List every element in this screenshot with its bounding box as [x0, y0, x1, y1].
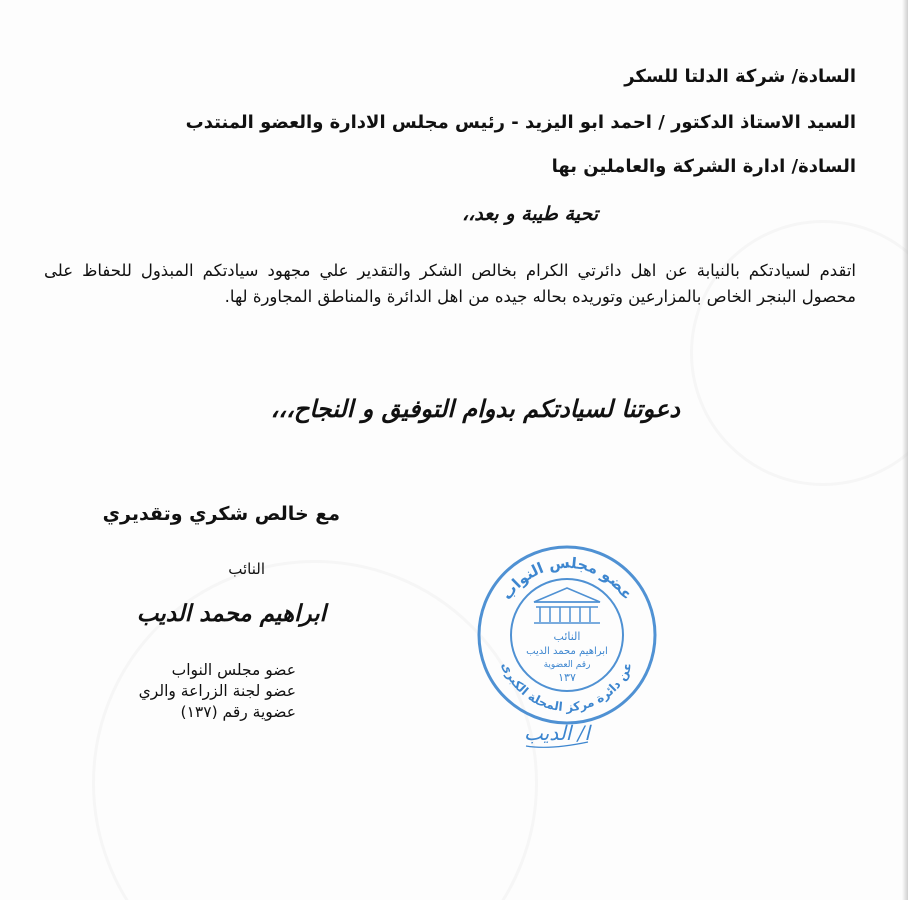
greeting: تحية طيبة و بعد،،	[462, 203, 598, 225]
sender-credentials	[139, 660, 296, 723]
credential-line: عضو مجلس النواب	[171, 661, 296, 679]
official-stamp	[472, 540, 662, 730]
stamp-inner-line: النائب	[553, 630, 581, 643]
addressee-line-2: السيد الاستاذ الدكتور / احمد ابو اليزيد - رئيس مجلس الادارة والعضو المنتدب	[185, 112, 856, 133]
stamp-inner-line: ١٣٧	[558, 671, 576, 684]
credential-line: عضو لجنة الزراعة والري	[138, 681, 296, 700]
letter-body: اتقدم لسيادتكم بالنيابة عن اهل دائرتي الكرام بخالص الشكر والتقدير علي مجهود سيادتكم المبذول للحفاظ على محصول البنجر الخاص بالمزارعين وتوريده بحاله جيده من اهل الدائرة والمناطق المجاورة لها.	[44, 261, 856, 307]
stamp-inner-line: رقم العضوية	[543, 660, 591, 670]
stamp-inner-line: ابراهيم محمد الديب	[526, 646, 608, 657]
stamp-signature	[520, 712, 594, 752]
sender-signature-name: ابراهيم محمد الديب	[136, 600, 326, 627]
stamp-outer-bottom: عن دائرة مركز المحلة الكبرى	[498, 660, 636, 715]
credential-line: عضوية رقم (١٣٧)	[180, 702, 296, 721]
closing-wish: دعوتنا لسيادتكم بدوام التوفيق و النجاح،،،	[270, 394, 680, 423]
svg-text:ا/ الديب: ا/ الديب	[523, 721, 591, 745]
stamp-outer-top: عضو مجلس النواب	[497, 553, 637, 604]
closing-thanks: مع خالص شكري وتقديري	[102, 503, 340, 525]
sender-title: النائب	[228, 560, 265, 578]
scan-edge	[902, 0, 908, 900]
addressee-line-1: السادة/ شركة الدلتا للسكر	[624, 66, 856, 87]
addressee-line-3: السادة/ ادارة الشركة والعاملين بها	[551, 156, 856, 177]
